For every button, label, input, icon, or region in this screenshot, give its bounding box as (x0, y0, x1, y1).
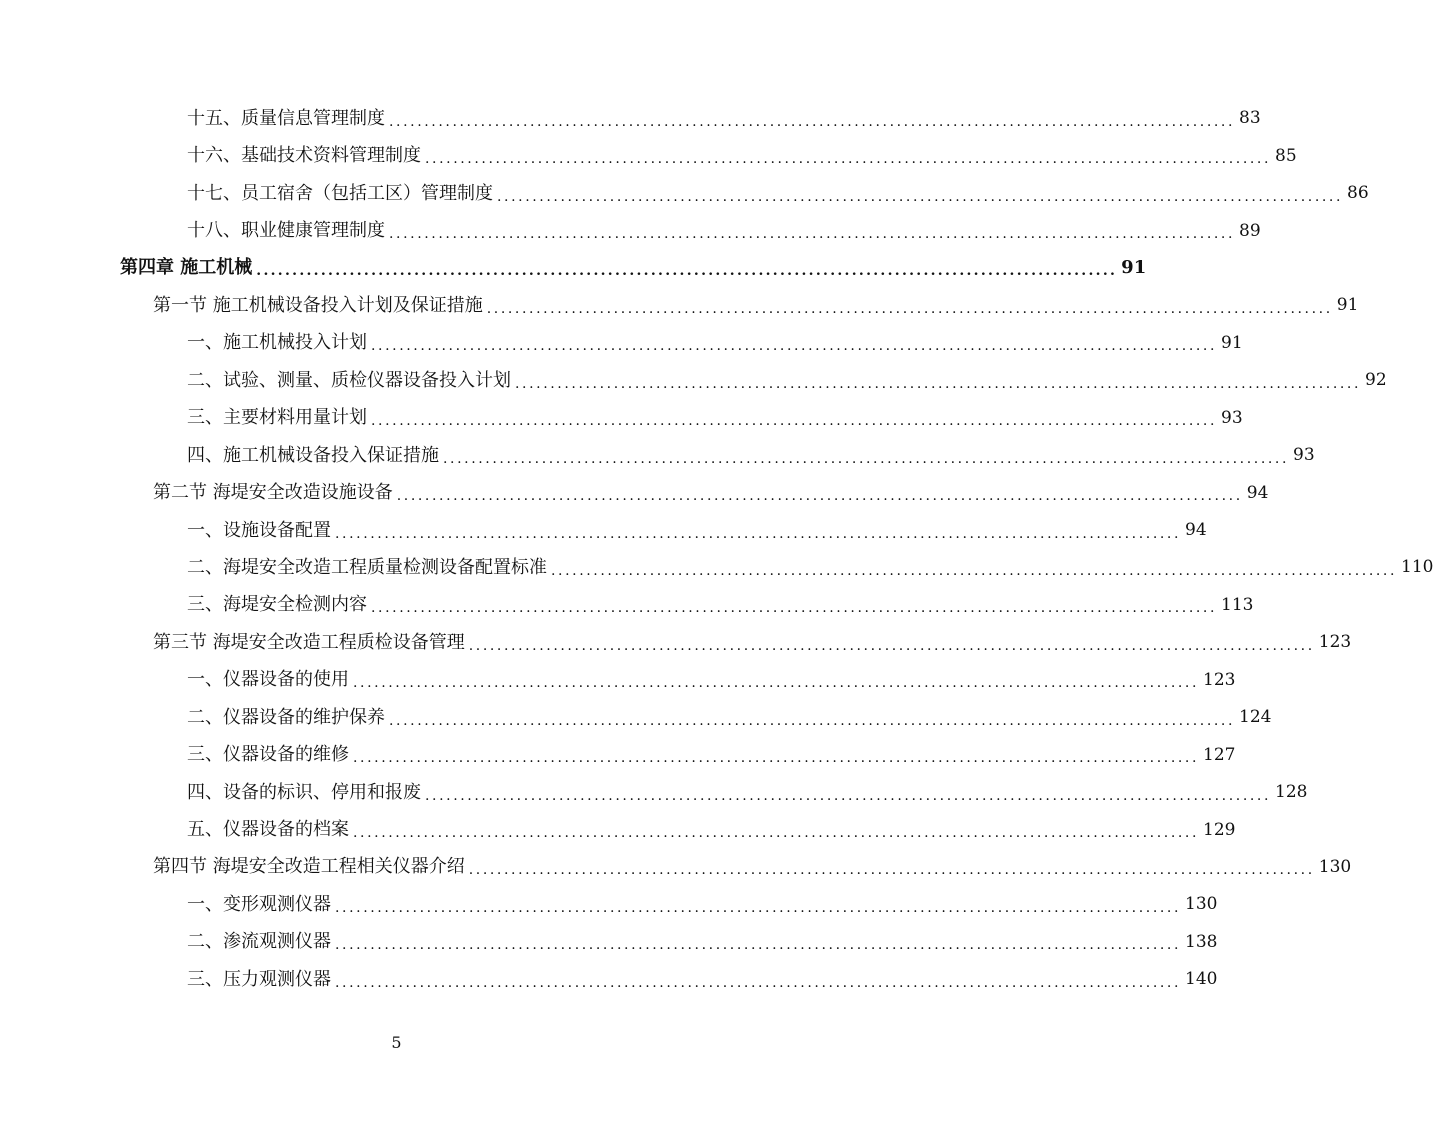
toc-entry[interactable] (0, 699, 1272, 736)
toc-entry[interactable] (0, 549, 1433, 586)
dot-leader: ........................................................................................................................ (371, 338, 1218, 355)
dot-leader: ........................................................................................................................ (335, 937, 1182, 954)
dot-leader: ........................................................................................................................ (389, 226, 1236, 243)
toc-entry-title: 三、主要材料用量计划 (187, 407, 367, 429)
dot-leader: ........................................................................................................................ (468, 862, 1315, 879)
toc-entry[interactable] (0, 362, 1387, 399)
toc-entry-page: 83 (1239, 108, 1261, 129)
toc-entry[interactable] (0, 587, 1254, 624)
toc-entry-page: 113 (1221, 594, 1254, 615)
toc-entry-title: 第四节 海堤安全改造工程相关仪器介绍 (153, 856, 465, 878)
toc-entry-page: 94 (1246, 482, 1269, 503)
toc-entry-page: 129 (1203, 819, 1236, 840)
dot-leader: ........................................................................................................................ (396, 488, 1243, 505)
dot-leader: ........................................................................................................................ (551, 562, 1398, 579)
dot-leader: ........................................................................................................................ (256, 263, 1118, 280)
toc-entry[interactable] (0, 212, 1261, 249)
toc-entry-title: 一、仪器设备的使用 (187, 669, 349, 691)
dot-leader: ........................................................................................................................ (371, 600, 1218, 617)
dot-leader: ........................................................................................................................ (353, 675, 1200, 692)
toc-entry-title: 一、变形观测仪器 (187, 893, 331, 915)
toc-entry[interactable] (0, 287, 1359, 324)
dot-leader: ........................................................................................................................ (389, 712, 1236, 729)
toc-entry-title: 五、仪器设备的档案 (187, 819, 349, 841)
toc-entry-title: 三、压力观测仪器 (187, 968, 331, 990)
toc-entry-page: 91 (1221, 332, 1243, 353)
toc-entry-page: 128 (1275, 782, 1308, 803)
page-number: 5 (391, 1033, 402, 1052)
toc-entry-page: 130 (1318, 856, 1352, 877)
toc-entry-title: 一、施工机械投入计划 (187, 332, 367, 354)
dot-leader: ........................................................................................................................ (425, 787, 1272, 804)
toc-entry[interactable] (0, 437, 1315, 474)
toc-entry[interactable] (0, 175, 1369, 212)
toc-entry-title: 二、试验、测量、质检仪器设备投入计划 (187, 369, 511, 391)
toc-entry[interactable] (0, 474, 1269, 511)
toc-entry-title: 二、海堤安全改造工程质量检测设备配置标准 (187, 556, 547, 578)
toc-entry-page: 91 (1336, 295, 1359, 316)
toc-entry-page: 91 (1121, 257, 1147, 279)
toc-entry[interactable] (0, 924, 1218, 961)
toc-entry-title: 第一节 施工机械设备投入计划及保证措施 (153, 294, 483, 316)
toc-entry[interactable] (0, 774, 1308, 811)
toc-entry[interactable] (0, 100, 1261, 137)
dot-leader: ........................................................................................................................ (389, 113, 1236, 130)
toc-entry-title: 第二节 海堤安全改造设施设备 (153, 482, 393, 504)
toc-entry[interactable] (0, 512, 1207, 549)
toc-entry[interactable] (0, 662, 1236, 699)
dot-leader: ........................................................................................................................ (443, 450, 1290, 467)
toc-entry[interactable] (0, 325, 1243, 362)
toc-entry[interactable] (0, 961, 1218, 998)
dot-leader: ........................................................................................................................ (515, 375, 1362, 392)
toc-entry-page: 92 (1365, 370, 1387, 391)
dot-leader: ........................................................................................................................ (335, 974, 1182, 991)
table-of-contents (0, 100, 1433, 999)
toc-entry[interactable] (0, 400, 1243, 437)
toc-entry-page: 86 (1347, 183, 1369, 204)
dot-leader: ........................................................................................................................ (497, 188, 1344, 205)
dot-leader: ........................................................................................................................ (335, 899, 1182, 916)
toc-entry-title: 三、仪器设备的维修 (187, 744, 349, 766)
toc-entry[interactable] (0, 811, 1236, 848)
toc-entry-title: 一、设施设备配置 (187, 519, 331, 541)
toc-entry-title: 二、仪器设备的维护保养 (187, 706, 385, 728)
toc-entry-page: 93 (1293, 445, 1315, 466)
toc-entry-title: 三、海堤安全检测内容 (187, 594, 367, 616)
toc-entry-title: 四、施工机械设备投入保证措施 (187, 444, 439, 466)
toc-entry-page: 89 (1239, 220, 1261, 241)
toc-entry[interactable] (0, 736, 1236, 773)
toc-entry-title: 十五、质量信息管理制度 (187, 107, 385, 129)
toc-entry-title: 二、渗流观测仪器 (187, 931, 331, 953)
toc-entry-page: 127 (1203, 744, 1236, 765)
toc-entry[interactable] (0, 624, 1352, 661)
toc-entry-page: 85 (1275, 145, 1297, 166)
toc-entry-title: 十七、员工宿舍（包括工区）管理制度 (187, 182, 493, 204)
toc-entry[interactable] (0, 849, 1352, 886)
toc-entry-page: 140 (1185, 969, 1218, 990)
toc-entry[interactable] (0, 886, 1218, 923)
toc-entry-title: 第三节 海堤安全改造工程质检设备管理 (153, 631, 465, 653)
toc-entry-title: 十六、基础技术资料管理制度 (187, 145, 421, 167)
dot-leader: ........................................................................................................................ (486, 300, 1333, 317)
dot-leader: ........................................................................................................................ (371, 413, 1218, 430)
toc-entry-title: 十八、职业健康管理制度 (187, 220, 385, 242)
dot-leader: ........................................................................................................................ (353, 825, 1200, 842)
toc-entry[interactable] (0, 137, 1297, 174)
toc-entry-page: 110 (1401, 557, 1433, 578)
toc-entry-page: 94 (1185, 520, 1207, 541)
dot-leader: ........................................................................................................................ (468, 637, 1315, 654)
toc-entry-title: 四、设备的标识、停用和报废 (187, 781, 421, 803)
dot-leader: ........................................................................................................................ (425, 151, 1272, 168)
toc-entry-page: 130 (1185, 894, 1218, 915)
dot-leader: ........................................................................................................................ (353, 750, 1200, 767)
toc-entry-page: 138 (1185, 931, 1218, 952)
toc-entry-page: 124 (1239, 707, 1272, 728)
toc-entry[interactable] (0, 250, 1147, 287)
toc-entry-page: 123 (1318, 632, 1352, 653)
dot-leader: ........................................................................................................................ (335, 525, 1182, 542)
toc-entry-page: 93 (1221, 407, 1243, 428)
toc-entry-page: 123 (1203, 669, 1236, 690)
toc-entry-title: 第四章 施工机械 (120, 257, 253, 279)
